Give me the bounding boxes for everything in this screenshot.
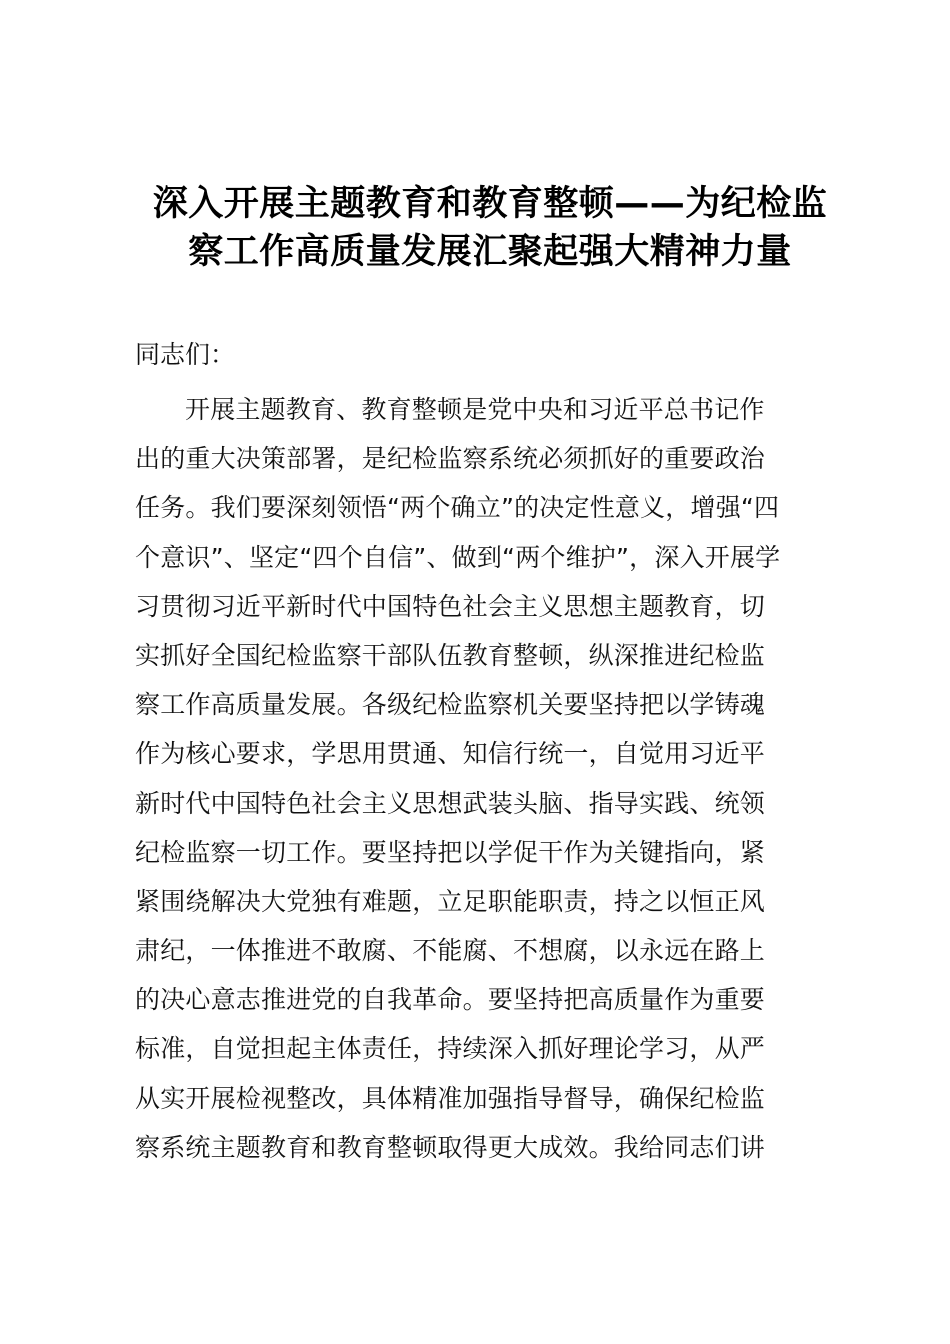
body-line: 从实开展检视整改，具体精准加强指导督导，确保纪检监 <box>135 1083 766 1113</box>
body-line: 实抓好全国纪检监察干部队伍教育整顿，纵深推进纪检监 <box>135 640 766 670</box>
body-line: 作为核心要求，学思用贯通、知信行统一，自觉用习近平 <box>135 739 766 769</box>
body-line: 的决心意志推进党的自我革命。要坚持把高质量作为重要 <box>135 985 766 1015</box>
body-line: 出的重大决策部署，是纪检监察系统必须抓好的重要政治 <box>135 444 766 474</box>
body-line: 习贯彻习近平新时代中国特色社会主义思想主题教育，切 <box>135 591 766 621</box>
body-line: 肃纪，一体推进不敢腐、不能腐、不想腐，以永远在路上 <box>135 936 766 966</box>
title-line-2: 察工作高质量发展汇聚起强大精神力量 <box>188 232 792 272</box>
body-line: 纪检监察一切工作。要坚持把以学促干作为关键指向，紧 <box>135 837 766 867</box>
title-line-1: 深入开展主题教育和教育整顿——为纪检监 <box>152 184 828 224</box>
body-line: 察工作高质量发展。各级纪检监察机关要坚持把以学铸魂 <box>135 690 766 720</box>
body-line: 察系统主题教育和教育整顿取得更大成效。我给同志们讲 <box>135 1132 766 1162</box>
body-line: 紧围绕解决大党独有难题，立足职能职责，持之以恒正风 <box>135 886 766 916</box>
body-line: 个意识”、坚定“四个自信”、做到“两个维护”，深入开展学 <box>135 542 781 572</box>
body-line: 开展主题教育、教育整顿是党中央和习近平总书记作 <box>185 395 765 424</box>
salutation: 同志们： <box>135 340 236 369</box>
document-title <box>110 180 870 276</box>
body-line: 新时代中国特色社会主义思想武装头脑、指导实践、统领 <box>135 788 766 818</box>
body-line: 任务。我们要深刻领悟“两个确立”的决定性意义，增强“四 <box>135 493 780 523</box>
body-line: 标准，自觉担起主体责任，持续深入抓好理论学习，从严 <box>135 1034 766 1064</box>
body-paragraph <box>135 385 845 1172</box>
